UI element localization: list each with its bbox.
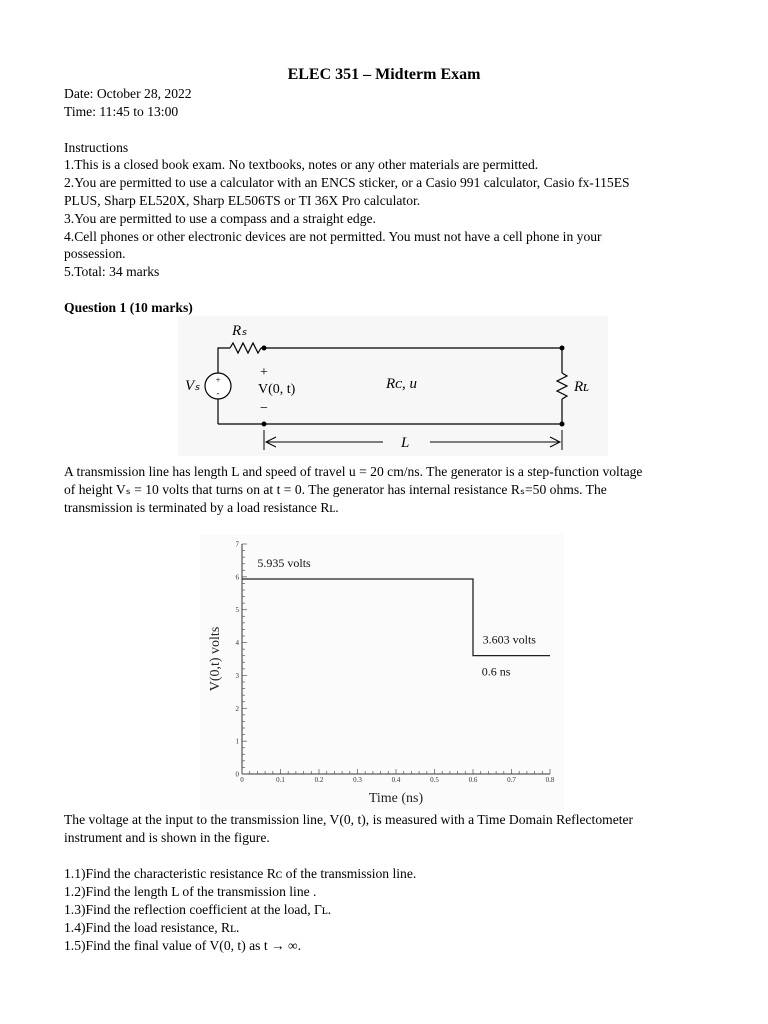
tdr-chart [200,534,564,810]
vs-label: Vₛ [185,378,200,394]
x-tick-label: 0 [240,776,244,784]
rs-label: Rₛ [232,323,247,339]
length-label: L [401,435,410,451]
instruction-line: PLUS, Sharp EL520X, Sharp EL506TS or TI 36X Pro calculator. [64,193,421,208]
exam-time: Time: 11:45 to 13:00 [64,104,179,119]
node-dot [262,346,267,351]
x-tick-label: 0.1 [276,776,285,784]
instructions-heading: Instructions [64,140,129,155]
x-tick-label: 0.5 [430,776,439,784]
rl-label: Rʟ [574,379,590,395]
problem-text: The voltage at the input to the transmission line, V(0, t), is measured with a Time Domain Reflectometer [64,812,634,827]
annotation-final-voltage: 3.603 volts [482,632,536,647]
minus-label: − [260,401,268,416]
annotation-step-time: 0.6 ns [481,664,511,679]
v-label: V(0, t) [258,382,296,397]
y-axis-label: V(0,t) volts [208,626,223,692]
question-part: 1.4)Find the load resistance, Rʟ. [64,920,240,935]
source-plus: + [215,375,221,385]
y-tick-label: 7 [235,540,239,549]
x-tick-label: 0.6 [468,776,478,784]
y-tick-label: 3 [235,671,239,680]
instruction-line: possession. [64,246,126,261]
instruction-line: 2.You are permitted to use a calculator with an ENCS sticker, or a Casio 991 calculator, Casio fx-115ES [64,175,630,190]
question-part: 1.5)Find the final value of V(0, t) as t → ∞. [64,938,302,953]
question-part: 1.2)Find the length L of the transmission line . [64,884,317,899]
x-tick-label: 0.8 [545,776,555,784]
page-title: ELEC 351 – Midterm Exam [287,66,481,83]
y-tick-label: 6 [235,573,239,582]
question-part: 1.3)Find the reflection coefficient at the load, Γʟ. [64,902,332,917]
y-tick-label: 4 [235,639,239,648]
problem-text: A transmission line has length L and speed of travel u = 20 cm/ns. The generator is a step-function voltage [64,464,643,479]
problem-text: of height Vₛ = 10 volts that turns on at t = 0. The generator has internal resistance Rₛ=50 ohms. The [64,482,607,497]
x-tick-label: 0.3 [353,776,362,784]
problem-text: instrument and is shown in the figure. [64,830,270,845]
node-dot [560,346,565,351]
x-tick-label: 0.2 [314,776,324,784]
y-tick-label: 0 [235,770,239,779]
instruction-line: 4.Cell phones or other electronic devices are not permitted. You must not have a cell phone in your [64,229,602,244]
node-dot [262,422,267,427]
y-tick-label: 2 [235,704,239,713]
instruction-line: 5.Total: 34 marks [64,264,160,279]
node-dot [560,422,565,427]
circuit-diagram [178,316,608,456]
line-label: Rᴄ, u [386,376,417,392]
exam-date: Date: October 28, 2022 [64,86,192,101]
instruction-line: 3.You are permitted to use a compass and a straight edge. [64,211,376,226]
source-minus: - [216,388,220,398]
question-part: 1.1)Find the characteristic resistance Rᴄ of the transmission line. [64,866,417,881]
x-tick-label: 0.7 [507,776,516,784]
plus-label: + [260,365,268,380]
question-heading: Question 1 (10 marks) [64,300,193,315]
y-tick-label: 1 [235,737,239,746]
annotation-initial-voltage: 5.935 volts [257,555,311,570]
x-tick-label: 0.4 [391,776,401,784]
y-tick-label: 5 [235,606,239,615]
x-axis-label: Time (ns) [368,791,424,806]
instruction-line: 1.This is a closed book exam. No textbooks, notes or any other materials are permitted. [64,157,539,172]
problem-text: transmission is terminated by a load resistance Rʟ. [64,500,339,515]
